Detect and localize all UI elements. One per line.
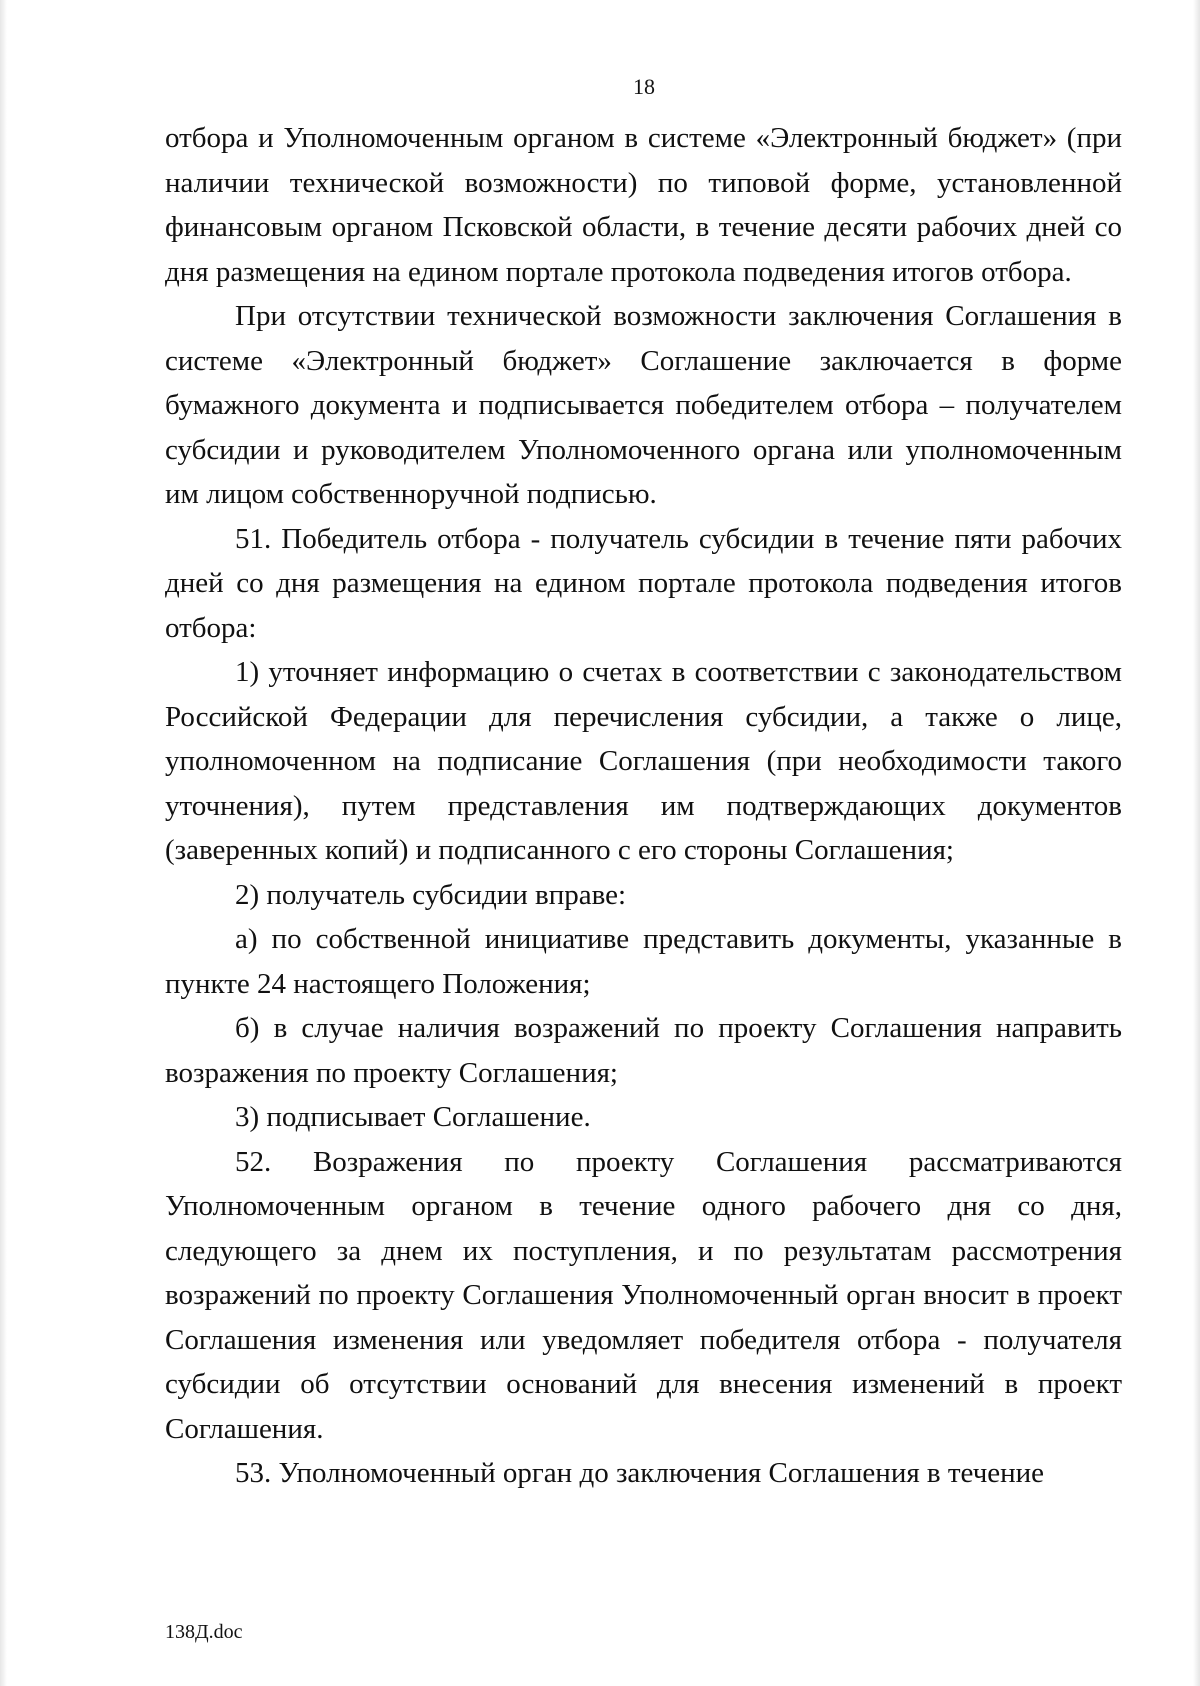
paragraph-clause-51-item-2a: а) по собственной инициативе представить документы, указанные в пункте 24 настоящего Положения; bbox=[165, 923, 1122, 1000]
document-body bbox=[165, 116, 1122, 1496]
paragraph-clause-51-item-2b: б) в случае наличия возражений по проекту Соглашения направить возражения по проекту Соглашения; bbox=[165, 1012, 1122, 1089]
scan-edge-right bbox=[1193, 0, 1200, 1686]
paragraph-clause-53: 53. Уполномоченный орган до заключения Соглашения в течение bbox=[235, 1457, 1045, 1489]
paragraph-clause-51-item-2: 2) получатель субсидии вправе: bbox=[235, 878, 627, 911]
paragraph-clause-51: 51. Победитель отбора - получатель субсидии в течение пяти рабочих дней со дня размещения на едином портале протокола подведения итогов отбора: bbox=[165, 522, 1122, 644]
paragraph-clause-52: 52. Возражения по проекту Соглашения рассматриваются Уполномоченным органом в течение одного рабочего дня со дня, следующего за днем их поступления, и по результатам рассмотрения возражений по проекту Соглашения Уполномоченный орган вносит в проект Соглашения изменения или уведомляет победителя отбора - получателя субсидии об отсутствии оснований для внесения изменений в проект Соглашения. bbox=[165, 1145, 1122, 1445]
paragraph-clause-51-item-1: 1) уточняет информацию о счетах в соответствии с законодательством Российской Федерации для перечисления субсидии, а также о лице, уполномоченном на подписание Соглашения (при необходимости такого уточнения), путем представления им подтверждающих документов (заверенных копий) и подписанного с его стороны Соглашения; bbox=[165, 656, 1122, 866]
page-number: 18 bbox=[633, 74, 655, 99]
paragraph-no-technical-possibility: При отсутствии технической возможности заключения Соглашения в системе «Электронный бюджет» Соглашение заключается в форме бумажного документа и подписывается победителем отбора – получателем субсидии и руководителем Уполномоченного органа или уполномоченным им лицом собственноручной подписью. bbox=[165, 300, 1122, 510]
paragraph-clause-51-item-3: 3) подписывает Соглашение. bbox=[235, 1101, 591, 1133]
footer-file-name: 138Д.doc bbox=[165, 1621, 243, 1643]
scan-edge-left bbox=[0, 0, 7, 1686]
paragraph-continuation: отбора и Уполномоченным органом в системе «Электронный бюджет» (при наличии технической возможности) по типовой форме, установленной финансовым органом Псковской области, в течение десяти рабочих дней со дня размещения на едином портале протокола подведения итогов отбора. bbox=[165, 122, 1122, 288]
